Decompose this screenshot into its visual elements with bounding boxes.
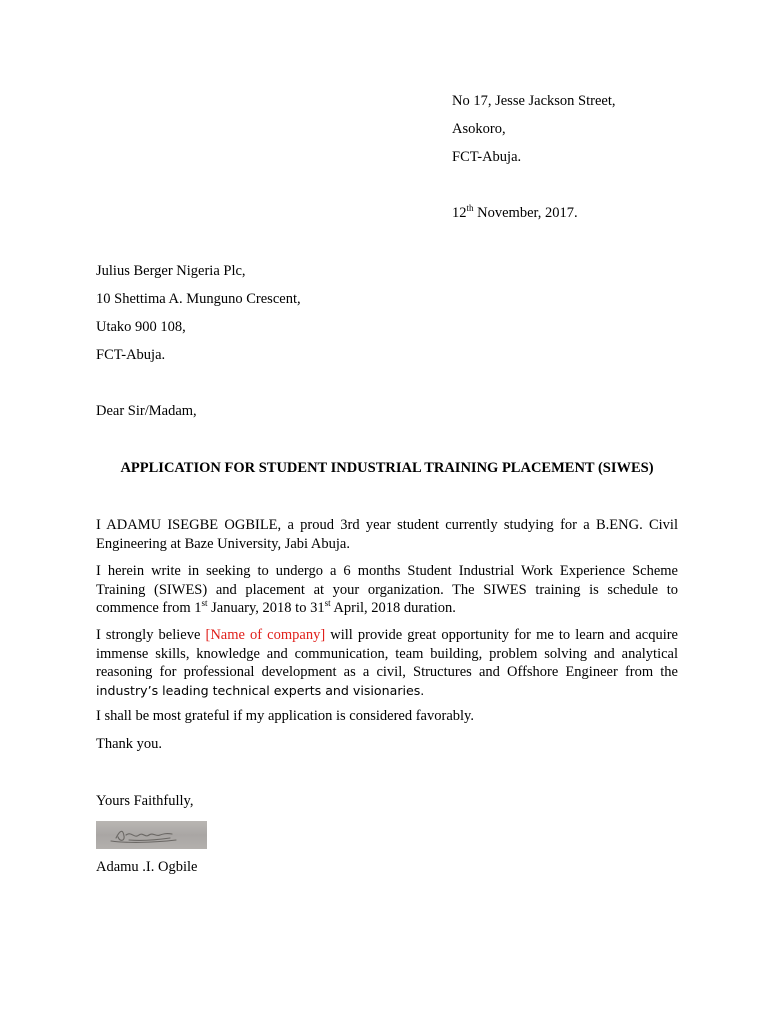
paragraph-belief xyxy=(96,626,678,700)
date-suffix: th xyxy=(466,203,474,214)
paragraph-line: Training (SIWES) and placement at your organization. The SIWES training is schedule to xyxy=(96,581,678,598)
text-run: commence from 1 xyxy=(96,600,202,616)
text-run: January, 2018 to 31 xyxy=(207,600,325,616)
ordinal-suffix: st xyxy=(201,598,208,609)
paragraph-line: immense skills, knowledge and communication, team building, problem solving and analytical xyxy=(96,645,678,662)
ordinal-suffix: st xyxy=(324,598,331,609)
recipient-address-line: FCT-Abuja. xyxy=(96,347,166,363)
recipient-address-line: 10 Shettima A. Munguno Crescent, xyxy=(96,291,301,307)
closing: Yours Faithfully, xyxy=(96,793,194,809)
company-placeholder: [Name of company] xyxy=(205,627,326,643)
text-run: I strongly believe xyxy=(96,627,206,643)
signature-image xyxy=(96,821,207,849)
text-run: will provide great opportunity for me to learn and acquire xyxy=(325,627,678,643)
paragraph-line: I ADAMU ISEGBE OGBILE, a proud 3rd year student currently studying for a B.ENG. Civil xyxy=(96,517,678,533)
date-rest: November, 2017. xyxy=(473,205,578,221)
sender-address-line: FCT-Abuja. xyxy=(452,149,522,165)
paragraph-intro xyxy=(96,516,678,553)
paragraph-line: reasoning for professional development as a civil, Structures and Offshore Engineer from the xyxy=(96,664,678,680)
paragraph-gratitude: I shall be most grateful if my application is considered favorably. xyxy=(96,708,474,724)
recipient-address-line: Utako 900 108, xyxy=(96,319,186,335)
salutation: Dear Sir/Madam, xyxy=(96,403,197,419)
sender-address-line: No 17, Jesse Jackson Street, xyxy=(452,93,616,109)
signature-name: Adamu .I. Ogbile xyxy=(96,859,198,875)
paragraph-line: industry’s leading technical experts and visionaries. xyxy=(96,682,425,698)
letter-date xyxy=(452,205,578,222)
letter-subject: APPLICATION FOR STUDENT INDUSTRIAL TRAINING PLACEMENT (SIWES) xyxy=(120,460,654,476)
paragraph-line xyxy=(96,599,678,618)
paragraph-line: Engineering at Baze University, Jabi Abuja. xyxy=(96,535,350,552)
recipient-address-line: Julius Berger Nigeria Plc, xyxy=(96,263,246,279)
text-run: April, 2018 duration. xyxy=(330,600,456,616)
signature-scribble-icon xyxy=(96,821,207,849)
date-day: 12 xyxy=(452,205,467,221)
paragraph-line: I herein write in seeking to undergo a 6 months Student Industrial Work Experience Scheme xyxy=(96,563,678,579)
sender-address-line: Asokoro, xyxy=(452,121,506,137)
paragraph-request xyxy=(96,562,678,618)
thank-you: Thank you. xyxy=(96,736,163,752)
paragraph-line xyxy=(96,626,678,645)
